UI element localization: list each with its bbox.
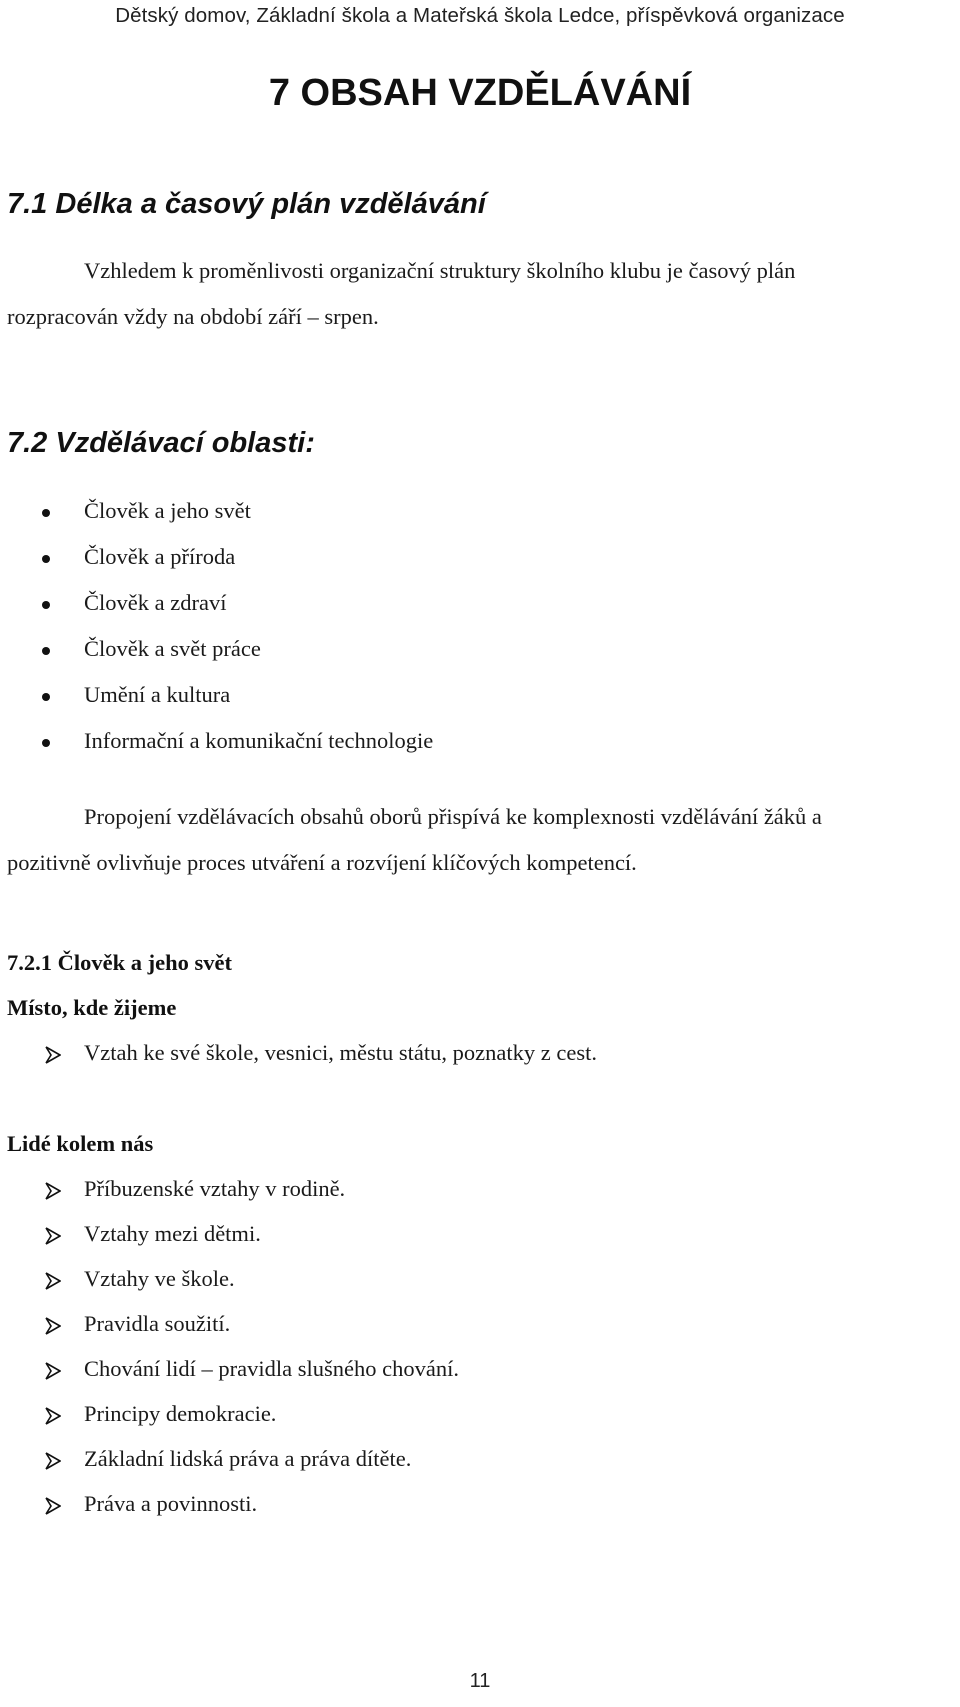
arrowhead-bullet-icon	[45, 1272, 61, 1290]
arrowhead-bullet-icon	[45, 1407, 61, 1425]
arrowhead-bullet-icon	[45, 1046, 61, 1064]
page-number: 11	[469, 1670, 491, 1692]
arrowhead-bullet-icon	[45, 1497, 61, 1515]
bullet-icon	[42, 693, 50, 701]
arrowhead-bullet-icon	[45, 1362, 61, 1380]
arrowhead-bullet-icon	[45, 1317, 61, 1335]
arrowhead-bullet-icon	[45, 1452, 61, 1470]
section-2-title: 7.2 Vzdělávací oblasti:	[7, 427, 315, 459]
section-2-paragraph-line-1: Propojení vzdělávacích obsahů oborů přispívá ke komplexnosti vzdělávání žáků a	[84, 804, 822, 829]
arrowhead-bullet-icon	[45, 1227, 61, 1245]
page-header: Dětský domov, Základní škola a Mateřská škola Ledce, příspěvková organizace	[115, 4, 845, 27]
section-1-paragraph-line-1: Vzhledem k proměnlivosti organizační struktury školního klubu je časový plán	[84, 258, 796, 283]
topic-2-title: Lidé kolem nás	[7, 1131, 154, 1156]
topic-1-title: Místo, kde žijeme	[7, 995, 177, 1020]
bullet-icon	[42, 647, 50, 655]
bullet-icon	[42, 601, 50, 609]
bullet-icon	[42, 555, 50, 563]
section-2-paragraph-line-2: pozitivně ovlivňuje proces utváření a rozvíjení klíčových kompetencí.	[7, 850, 637, 875]
document-page: Dětský domov, Základní škola a Mateřská škola Ledce, příspěvková organizace 7 OBSAH VZDĚLÁVÁNÍ 7.1 Délka a časový plán vzdělávání Vzhledem k proměnlivosti organizační struktury školního klubu je časový plán rozpracován vždy na období září – srpen. 7.2 Vzdělávací oblasti: Člověk a jeho svět Člověk a příroda Člověk a zdraví Člověk a svět práce Umění a kultura Informační a komunikační technologie Propojení vzdělávacích obsahů oborů přispívá ke komplexnosti vzdělávání žáků a pozitivně ovlivňuje proces utváření a rozvíjení klíčových kompetencí. 7.2.1 Člověk a jeho svět Místo, kde žijeme Vztah ke své škole, vesnici, městu státu, poznatky z cest. Lidé kolem nás Příbuzenské vztahy v rodině. Vztahy mezi dětmi. Vztahy ve škole. Pravidla soužití. Chování lidí – pravidla slušného chování. Principy demokracie. Základní lidská práva a práva dítěte. Práva a povinnosti. 11	[0, 0, 960, 1707]
subsection-title: 7.2.1 Člověk a jeho svět	[7, 950, 232, 975]
bullet-icon	[42, 509, 50, 517]
section-1-title: 7.1 Délka a časový plán vzdělávání	[7, 188, 486, 220]
chapter-title: 7 OBSAH VZDĚLÁVÁNÍ	[268, 72, 692, 114]
arrowhead-bullet-icon	[45, 1182, 61, 1200]
bullet-icon	[42, 739, 50, 747]
section-1-paragraph-line-2: rozpracován vždy na období září – srpen.	[7, 304, 379, 329]
